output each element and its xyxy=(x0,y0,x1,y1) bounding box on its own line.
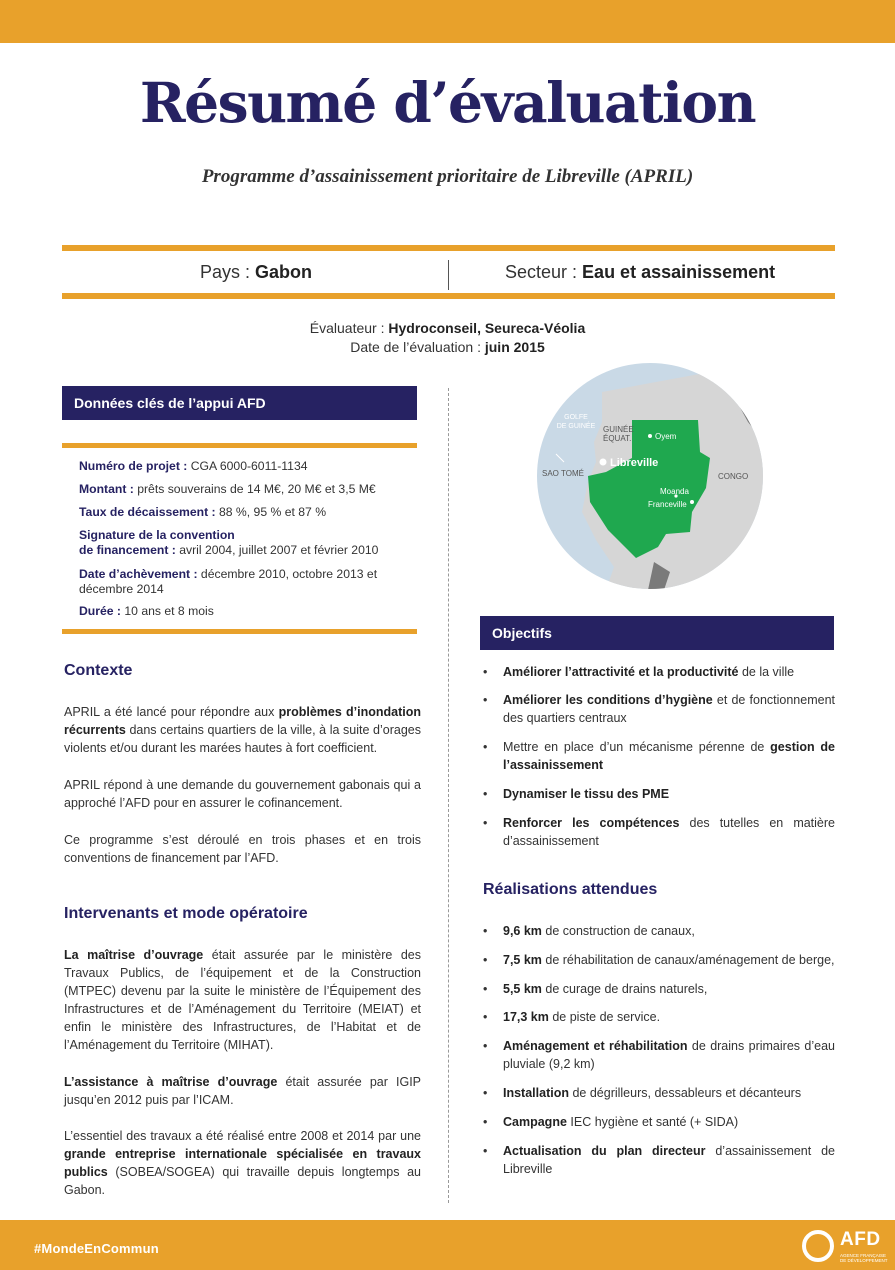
country-label: Pays : xyxy=(200,262,256,282)
top-banner xyxy=(0,0,895,43)
evaluator-value: Hydroconseil, Seureca-Véolia xyxy=(388,320,586,336)
stakeholders-paragraph-1: La maîtrise d’ouvrage était assurée par le ministère des Travaux Publics, de l’équipement et de la Construction (MTPEC) devenu par la suite le ministère de l’Équipement des Infrastructures et de l’Aménagement du Territoire (MEIAT) et enfin le ministère des Infrastructures, de l’Habitat et de l’Aménagement du Territoire (MIHAT). xyxy=(64,948,421,1052)
map-label-guinee-1: GUINÉE xyxy=(603,425,634,434)
objective-item: • Mettre en place d’un mécanisme pérenne de gestion de l’assainissement xyxy=(483,738,835,774)
sector-field xyxy=(505,262,775,283)
objective-item: • Améliorer les conditions d’hygiène et de fonctionnement des quartiers centraux xyxy=(483,691,835,727)
franceville-marker xyxy=(690,500,694,504)
map-label-golfe-2: DE GUINÉE xyxy=(556,423,596,430)
key-data-top-rule xyxy=(62,443,417,448)
evaluation-date-line xyxy=(0,339,895,355)
deliverable-item: • Installation de dégrilleurs, dessableurs et décanteurs xyxy=(483,1084,835,1102)
afd-logo xyxy=(800,1228,890,1266)
deliverable-item: • 9,6 km de construction de canaux, xyxy=(483,922,835,940)
divider-bottom xyxy=(62,293,835,299)
sector-label: Secteur : xyxy=(505,262,583,282)
stakeholders-paragraph-2: L’assistance à maîtrise d’ouvrage était assurée par IGIP jusqu’en 2012 puis par l’ICAM. xyxy=(64,1075,422,1107)
page-subtitle: Programme d’assainissement prioritaire de Libreville (APRIL) xyxy=(201,166,694,187)
country-field xyxy=(200,262,312,283)
column-divider xyxy=(448,388,449,1203)
map-label-congo: CONGO xyxy=(718,472,749,481)
map-graphic xyxy=(536,362,764,590)
context-paragraph-2: APRIL répond à une demande du gouvernement gabonais qui a approché l’AFD pour en assurer le cofinancement. xyxy=(64,778,421,810)
country-value: Gabon xyxy=(255,262,313,282)
afd-logo-text: AFD xyxy=(840,1229,881,1250)
map-label-sao-tome: SAO TOMÉ xyxy=(542,469,584,478)
evaluation-date-label: Date de l’évaluation : xyxy=(350,339,485,355)
map-label-libreville: Libreville xyxy=(610,457,659,469)
disbursement-rate: Taux de décaissement : 88 %, 95 % et 87 % xyxy=(79,505,327,519)
deliverable-item: • 17,3 km de piste de service. xyxy=(483,1008,835,1026)
evaluator-label: Évaluateur : xyxy=(309,320,389,336)
afd-logo-subtitle: AGENCE FRANÇAISE DE DÉVELOPPEMENT xyxy=(840,1253,888,1263)
signature-date: Signature de la convention de financement : avril 2004, juillet 2007 et février 2010 xyxy=(79,528,379,557)
project-number: Numéro de projet : CGA 6000-6011-1134 xyxy=(79,459,308,473)
stakeholders-title: Intervenants et mode opératoire xyxy=(64,905,308,922)
map-label-guinee-2: ÉQUAT. xyxy=(603,434,632,443)
deliverable-item: • 5,5 km de curage de drains naturels, xyxy=(483,980,835,998)
evaluator-line xyxy=(0,320,895,336)
oyem-marker xyxy=(648,434,652,438)
hashtag: #MondeEnCommun xyxy=(34,1241,159,1256)
location-map xyxy=(536,362,764,590)
afd-logo-ring xyxy=(802,1230,834,1262)
sector-value: Eau et assainissement xyxy=(582,262,776,282)
map-label-oyem: Oyem xyxy=(655,432,677,441)
map-label-moanda: Moanda xyxy=(660,487,689,496)
completion-date: Date d’achèvement : décembre 2010, octobre 2013 et décembre 2014 xyxy=(79,567,378,596)
deliverables-title: Réalisations attendues xyxy=(483,881,658,898)
libreville-marker xyxy=(600,459,607,466)
context-paragraph-1: APRIL a été lancé pour répondre aux problèmes d’inondation récurrents dans certains quartiers de la ville, à la suite d’orages violents et/ou durant les marées hautes à fort coefficient. xyxy=(64,705,421,755)
deliverable-item: • Actualisation du plan directeur d’assainissement de Libreville xyxy=(483,1142,835,1178)
objective-item: • Améliorer l’attractivité et la productivité de la ville xyxy=(483,663,835,681)
key-data-header: Données clés de l’appui AFD xyxy=(62,386,417,420)
meta-divider xyxy=(448,260,449,290)
stakeholders-paragraph-3: L’essentiel des travaux a été réalisé entre 2008 et 2014 par une grande entreprise internationale spécialisée en travaux publics (SOBEA/SOGEA) qui travaille depuis longtemps au Gabon. xyxy=(64,1129,421,1197)
map-label-golfe-1: GOLFE xyxy=(564,414,588,421)
context-paragraph-3: Ce programme s’est déroulé en trois phases et en trois conventions de financement par l’AFD. xyxy=(64,833,421,865)
divider-top xyxy=(62,245,835,251)
objectives-header: Objectifs xyxy=(480,616,834,650)
map-label-franceville: Franceville xyxy=(648,500,687,509)
context-title: Contexte xyxy=(64,662,133,679)
evaluation-date-value: juin 2015 xyxy=(484,339,545,355)
page-title: Résumé d’évaluation xyxy=(139,70,756,135)
objective-item: • Renforcer les compétences des tutelles en matière d’assainissement xyxy=(483,814,835,850)
deliverable-item: • 7,5 km de réhabilitation de canaux/aménagement de berge, xyxy=(483,951,835,969)
deliverable-item: • Campagne IEC hygiène et santé (+ SIDA) xyxy=(483,1113,835,1131)
objective-item: • Dynamiser le tissu des PME xyxy=(483,785,835,803)
key-data-bottom-rule xyxy=(62,629,417,634)
duration: Durée : 10 ans et 8 mois xyxy=(79,604,214,618)
deliverable-item: • Aménagement et réhabilitation de drains primaires d’eau pluviale (9,2 km) xyxy=(483,1037,835,1073)
amount: Montant : prêts souverains de 14 M€, 20 M€ et 3,5 M€ xyxy=(79,482,376,496)
